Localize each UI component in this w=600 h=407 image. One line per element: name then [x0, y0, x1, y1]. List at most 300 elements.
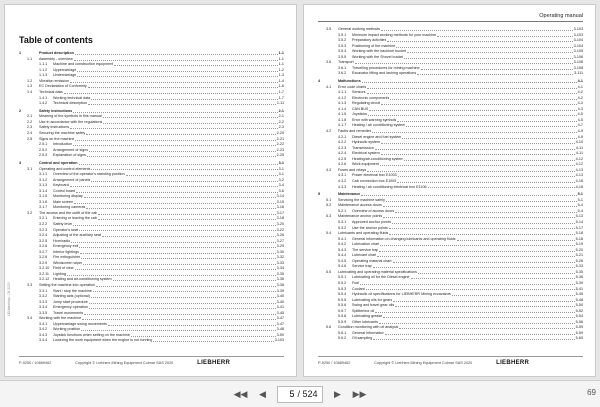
toc-page: 5-26 [575, 258, 583, 263]
footer-copyright-right: Copyright © Liebherr-Mining Equipment Colmar SAS 2020 [374, 361, 473, 365]
toc-number: 5.3.1 [338, 219, 347, 224]
toc-title: Transmission [352, 145, 374, 150]
toc-leader [421, 69, 573, 70]
toc-page: 3-40 [276, 299, 284, 304]
toc-number: 4.2.4 [338, 151, 347, 156]
toc-number: 3.5.2 [338, 38, 347, 43]
toc-leader [153, 341, 273, 342]
toc-number: 3.2.1 [39, 216, 48, 221]
toc-number: 3.4 [27, 316, 33, 321]
page-footer-right [318, 356, 583, 366]
toc-number: 4.3 [326, 167, 332, 172]
toc-page: 3-47 [276, 316, 284, 321]
toc-number: 5 [318, 192, 321, 197]
toc-number: 4.2.2 [338, 140, 347, 145]
toc-number: 1.1.1 [39, 62, 48, 67]
toc-leader [389, 228, 575, 229]
toc-leader [428, 187, 575, 188]
toc-page: 3-33 [276, 260, 284, 265]
toc-number: 2.5.1 [39, 142, 48, 147]
toc-page: 2-3 [278, 125, 284, 130]
toc-number: 2.5 [27, 136, 33, 141]
toc-page: 3-18 [276, 216, 284, 221]
toc-number: 1.1.2 [39, 67, 48, 72]
toc-number: 3.6.2 [338, 71, 347, 76]
toc-title: Faults and remedies [338, 129, 372, 134]
right-page [303, 4, 596, 377]
toc-number: 5.3 [326, 214, 332, 219]
toc-leader [71, 242, 275, 243]
toc-title: Control board [53, 188, 76, 193]
toc-leader [91, 99, 277, 100]
toc-page: 4-7 [577, 123, 583, 128]
toc-title: Lubricant chart [352, 253, 377, 258]
toc-number: 4.2.5 [338, 156, 347, 161]
toc-page: 3-1 [278, 160, 284, 165]
toc-number: 3.4.4 [39, 338, 48, 343]
toc-page: 5-35 [575, 269, 583, 274]
toc-number: 5.4 [326, 231, 332, 236]
toc-page: 3-45 [276, 310, 284, 315]
toc-title: Securing the machine safely [39, 131, 86, 136]
toc-leader [80, 253, 276, 254]
toc-title: Minimum impact working methods for your machine [352, 32, 437, 37]
toc-title: Working with the Shovel bucket [352, 54, 404, 59]
last-page-icon[interactable]: ▶▶ [352, 388, 367, 399]
toc-leader [98, 214, 275, 215]
toc-leader [89, 303, 276, 304]
toc-title: Safety lever [53, 221, 73, 226]
toc-title: Use the anchor points [352, 225, 388, 230]
toc-title: General working methods [338, 27, 381, 31]
toc-page: 5-48 [575, 297, 583, 302]
toc-number: 5.5.8 [338, 314, 347, 319]
toc-number: 3.5 [326, 27, 332, 31]
zoom-level[interactable]: 69 [587, 388, 596, 397]
toc-leader [396, 47, 572, 48]
toc-title: Arrangement of panels [53, 177, 91, 182]
toc-page: 4-12 [575, 156, 583, 161]
toc-title: Maintenance access doors [338, 203, 382, 208]
toc-page: 3-2 [278, 177, 284, 182]
toc-page: 3-29 [276, 244, 284, 249]
toc-number: 2.4 [27, 131, 33, 136]
toc-leader [383, 206, 577, 207]
toc-left [19, 49, 284, 344]
toc-leader [452, 295, 575, 296]
toc-number: 4.2.3 [338, 145, 347, 150]
toc-page: 2-20 [276, 131, 284, 136]
toc-title: Service trap [352, 264, 372, 269]
toc-leader [103, 123, 277, 124]
toc-page: 3-34 [276, 266, 284, 271]
toc-page: 4-5 [577, 117, 583, 122]
toc-leader [77, 71, 277, 72]
toc-entry[interactable] [318, 71, 583, 77]
toc-page: 2-2 [278, 119, 284, 124]
toc-page: 4-5 [577, 112, 583, 117]
liebherr-logo-right: LIEBHERR [496, 360, 530, 366]
toc-entry[interactable] [19, 153, 284, 159]
toc-page: 2-21 [276, 136, 284, 141]
toc-title: Other lubricants [352, 319, 379, 324]
toc-title: Fuses and relays [338, 167, 367, 172]
toc-number: 3.4.3 [39, 332, 48, 337]
toc-leader [83, 264, 275, 265]
toc-page: 5-41 [575, 286, 583, 291]
toc-title: Explanation of signs [53, 153, 87, 158]
toc-page: 1-6 [278, 84, 284, 89]
header-rule [318, 21, 583, 22]
toc-title: Safety instructions [39, 108, 73, 113]
toc-leader [91, 169, 277, 170]
toc-page: 3-108 [573, 65, 583, 70]
toc-page: 3-41 [276, 305, 284, 310]
toc-number: 5.5.3 [338, 286, 347, 291]
toc-number: 3.5.1 [338, 32, 347, 37]
toc-leader [387, 41, 572, 42]
toc-title: General information on changing lubricants and operating fluids [352, 236, 456, 241]
toc-number: 4.2 [326, 129, 332, 134]
toc-leader [407, 52, 573, 53]
toc-page: 3-40 [276, 294, 284, 299]
toc-page: 4-9 [577, 129, 583, 134]
toc-number: 3.1 [27, 166, 33, 171]
toc-page: 5-56 [575, 319, 583, 324]
toc-number: 5.4.6 [338, 264, 347, 269]
toc-number: 2.1 [27, 114, 33, 119]
toc-title: Horn/radio [53, 238, 71, 243]
toc-leader [73, 145, 275, 146]
toc-page: 3-38 [276, 282, 284, 287]
toc-title: Vibration emission [39, 78, 70, 83]
toc-title: Maintenance [338, 192, 361, 197]
toc-leader [377, 256, 574, 257]
next-page-icon[interactable]: ▶ [334, 388, 341, 399]
toc-leader [381, 143, 575, 144]
toc-number: 5.4.2 [338, 242, 347, 247]
toc-leader [457, 240, 575, 241]
side-note: LEUdesktop - 09 2020 [7, 282, 11, 316]
toc-page: 5-60 [575, 336, 583, 341]
toc-number: 3.3.4 [39, 305, 48, 310]
toc-number: 3.3.3 [39, 299, 48, 304]
toc-leader [390, 99, 576, 100]
toc-title: CAN BUS [352, 106, 369, 111]
toc-number: 1 [19, 51, 22, 56]
toc-title: Introduction [53, 142, 73, 147]
toc-title: Starting aids (optional) [53, 294, 90, 299]
toc-title: Lubricating oils for gears [352, 297, 393, 302]
toc-leader [89, 308, 276, 309]
toc-title: Setting the machine into operation [39, 282, 95, 287]
toc-leader [366, 289, 575, 290]
toc-page: 5-14 [575, 219, 583, 224]
toc-title: Work equipment [352, 162, 379, 167]
toc-page: 4-3 [577, 101, 583, 106]
page-number-input[interactable] [282, 389, 294, 399]
toc-leader [373, 267, 575, 268]
toc-title: Diesel engine and fuel system [352, 134, 402, 139]
toc-leader [381, 30, 573, 31]
toc-number: 5.5.1 [338, 275, 347, 280]
toc-page: 1-1 [278, 51, 284, 56]
toc-title: Regulating circuit [352, 101, 381, 106]
toc-leader [84, 197, 276, 198]
toc-title: Lighting [53, 271, 66, 276]
toc-title: Electrical system [352, 151, 380, 156]
toc-number: 3.5.5 [338, 54, 347, 59]
toc-page: 3-32 [276, 255, 284, 260]
toc-title: Travel movements [53, 310, 84, 315]
toc-page: 4-9 [577, 134, 583, 139]
toc-page: 1-3 [278, 73, 284, 78]
toc-number: 3.2.12 [39, 277, 50, 282]
toc-leader [375, 312, 574, 313]
toc-title: Sensors [352, 90, 366, 95]
toc-page: 2-25 [276, 153, 284, 158]
toc-leader [379, 251, 574, 252]
toc-number: 5.2 [326, 203, 332, 208]
toc-leader [367, 171, 575, 172]
toc-number: 1.1.3 [39, 73, 48, 78]
toc-title: Main screen [53, 199, 74, 204]
toc-page: 2-23 [276, 147, 284, 152]
toc-number: 3.3.1 [39, 288, 48, 293]
toc-number: 5.6.2 [338, 336, 347, 341]
toc-entry[interactable] [318, 185, 583, 191]
toc-title: Emergency operation [53, 305, 89, 310]
toc-leader [380, 165, 575, 166]
prev-page-icon[interactable]: ◀ [259, 388, 266, 399]
toc-leader [375, 149, 575, 150]
page-number-box [277, 386, 322, 403]
toc-page: 3-4 [278, 183, 284, 188]
toc-page: 5-19 [575, 242, 583, 247]
toc-title: Joystick functions when setting on the machine [53, 332, 130, 337]
toc-page: 3-47 [276, 321, 284, 326]
toc-title: Operator's seat [53, 227, 79, 232]
left-page [4, 4, 297, 377]
toc-title: Cab connection box E1005 [352, 178, 397, 183]
toc-page: 4-10 [575, 140, 583, 145]
toc-page: 5-18 [575, 231, 583, 236]
toc-title: Technical description [53, 101, 88, 106]
toc-title: Fire extinguisher [53, 255, 81, 260]
toc-leader [368, 115, 577, 116]
toc-page: 5-59 [575, 330, 583, 335]
toc-leader [74, 203, 276, 204]
toc-page: 3-6 [278, 188, 284, 193]
toc-leader [86, 208, 275, 209]
toc-leader [113, 280, 276, 281]
toc-leader [395, 212, 576, 213]
toc-page: 5-21 [575, 253, 583, 258]
first-page-icon[interactable]: ◀◀ [233, 388, 248, 399]
toc-title: Signs on the machine [39, 136, 75, 141]
toc-leader [379, 323, 575, 324]
toc-page: 5-20 [575, 247, 583, 252]
toc-number: 3.1.1 [39, 172, 48, 177]
toc-leader [91, 297, 276, 298]
toc-title: Lowering the work equipment when the engine is not running [53, 338, 153, 343]
toc-number: 5.5.2 [338, 280, 347, 285]
toc-title: Meaning of the symbols in this manual [39, 114, 102, 119]
toc-number: 3.2.2 [39, 221, 48, 226]
toc-title: Monitoring cameras [53, 205, 86, 210]
toc-leader [362, 82, 577, 83]
toc-page: 2-1 [278, 114, 284, 119]
toc-number: 3.6 [326, 60, 332, 65]
toc-title: Keyboard [53, 183, 69, 188]
toc-number: 3.1.6 [39, 199, 48, 204]
toc-entry[interactable] [318, 336, 583, 342]
toc-title: Coolant [352, 286, 365, 291]
toc-number: 3.3.2 [39, 294, 48, 299]
toc-title: Overview of access doors [352, 208, 395, 213]
toc-leader [75, 54, 278, 55]
toc-leader [79, 247, 275, 248]
toc-number: 4.1.7 [338, 123, 347, 128]
toc-number: 4.1.4 [338, 106, 347, 111]
toc-leader [417, 74, 573, 75]
toc-title: Joysticks [352, 112, 367, 117]
liebherr-logo: LIEBHERR [197, 360, 231, 366]
toc-leader [93, 291, 276, 292]
toc-page: 5-33 [575, 264, 583, 269]
toc-page: 4-2 [577, 90, 583, 95]
toc-number: 5.1 [326, 197, 332, 202]
toc-number: 5.5.7 [338, 308, 347, 313]
toc-entry[interactable] [19, 338, 284, 344]
toc-leader [88, 104, 276, 105]
footer-row [19, 360, 284, 366]
toc-title: Lubricating grease [352, 314, 383, 319]
toc-leader [367, 88, 576, 89]
toc-page: 3-108 [573, 60, 583, 65]
toc-title: Assembly - overview [39, 56, 73, 61]
toc-title: Control and operation [39, 160, 78, 165]
toc-entry[interactable] [19, 101, 284, 107]
toc-title: Overview of the operator's standing position [53, 172, 125, 177]
toc-number: 2.2 [27, 119, 33, 124]
toc-leader [76, 192, 277, 193]
toc-leader [81, 330, 275, 331]
toc-leader [404, 160, 574, 161]
footer-rule [19, 356, 284, 357]
toc-number: 3.2.5 [39, 238, 48, 243]
toc-title: Splitterbox oil [352, 308, 375, 313]
toc-title: Jump start procedure [53, 299, 88, 304]
toc-title: Monitoring display [53, 194, 83, 199]
toc-page: 3-14 [276, 194, 284, 199]
toc-leader [395, 306, 574, 307]
toc-leader [373, 339, 574, 340]
viewer-toolbar [0, 380, 600, 407]
toc-title: Maintenance anchor points [338, 214, 383, 219]
toc-number: 3.6.1 [338, 65, 347, 70]
footer-code-right: P-9250 / 10889462 [318, 361, 351, 365]
toc-title: Swing and travel gear oils [352, 303, 395, 308]
toc-page: 1-11 [276, 101, 284, 106]
toc-leader [126, 175, 278, 176]
toc-leader [70, 128, 278, 129]
toc-number: 1.4 [27, 90, 33, 95]
toc-leader [399, 328, 574, 329]
toc-page: 4-3 [577, 106, 583, 111]
toc-number: 3.5.3 [338, 43, 347, 48]
toc-page: 4-1 [577, 79, 583, 84]
toc-title: Safety instructions [39, 125, 70, 130]
toc-page: 4-13 [575, 173, 583, 178]
toc-title: Fuel [352, 280, 360, 285]
toc-page: 5-52 [575, 308, 583, 313]
toc-leader [88, 87, 278, 88]
toc-page: 3-1 [278, 166, 284, 171]
toc-leader [81, 258, 275, 259]
toc-number: 5.4.4 [338, 253, 347, 258]
toc-number: 4.1.5 [338, 112, 347, 117]
toc-title: Hydraulic oil specifications for LIEBHERR Mining excavators [352, 292, 451, 297]
toc-leader [98, 219, 276, 220]
toc-leader [89, 151, 276, 152]
toc-title: The access and the outfit of the cab [39, 210, 98, 215]
toc-page: 3-20 [276, 221, 284, 226]
toc-page: 1-7 [278, 90, 284, 95]
toc-leader [73, 225, 275, 226]
toc-title: Lubricating and operating material specifications [338, 269, 417, 274]
toc-title: Working with the machine [39, 316, 82, 321]
toc-title: Approved anchor points [352, 219, 391, 224]
toc-number: 3.5.4 [338, 49, 347, 54]
toc-leader [131, 336, 276, 337]
toc-leader [79, 164, 278, 165]
toc-leader [79, 230, 276, 231]
toc-number: 2.5.3 [39, 153, 48, 158]
toc-leader [355, 63, 573, 64]
toc-page: 3-104 [573, 38, 583, 43]
toc-title: Hydraulic system [352, 140, 381, 145]
toc-number: 3.1.3 [39, 183, 48, 188]
toc-number: 3.2.7 [39, 249, 48, 254]
toc-title: Arrangement of signs [53, 147, 89, 152]
toc-page: 5-1 [577, 192, 583, 197]
toc-leader [372, 132, 576, 133]
toc-leader [402, 138, 576, 139]
toc-number: 3.1.5 [39, 194, 48, 199]
toc-leader [418, 273, 575, 274]
toc-leader [393, 301, 574, 302]
toc-right [318, 27, 583, 342]
toc-page: 3-36 [276, 277, 284, 282]
toc-number: 5.5.6 [338, 303, 347, 308]
toc-number: 5.4.3 [338, 247, 347, 252]
toc-number: 2.5.2 [39, 147, 48, 152]
toc-number: 4.3.1 [338, 173, 347, 178]
toc-title: Condition monitoring with oil analysis [338, 325, 399, 330]
toc-page: 4-13 [575, 167, 583, 172]
toc-number: 5.5.4 [338, 292, 347, 297]
toc-page: 3-17 [276, 210, 284, 215]
toc-number: 3.2 [27, 210, 33, 215]
toc-number: 3.2.8 [39, 255, 48, 260]
toc-number: 4.1.2 [338, 95, 347, 100]
toc-number: 4.1.1 [338, 90, 347, 95]
toc-title: The service trap [352, 247, 379, 252]
toc-page: 1-1 [278, 62, 284, 67]
toc-title: Start / stop the machine [53, 288, 92, 293]
toc-title: Servicing the machine safely [338, 197, 385, 202]
